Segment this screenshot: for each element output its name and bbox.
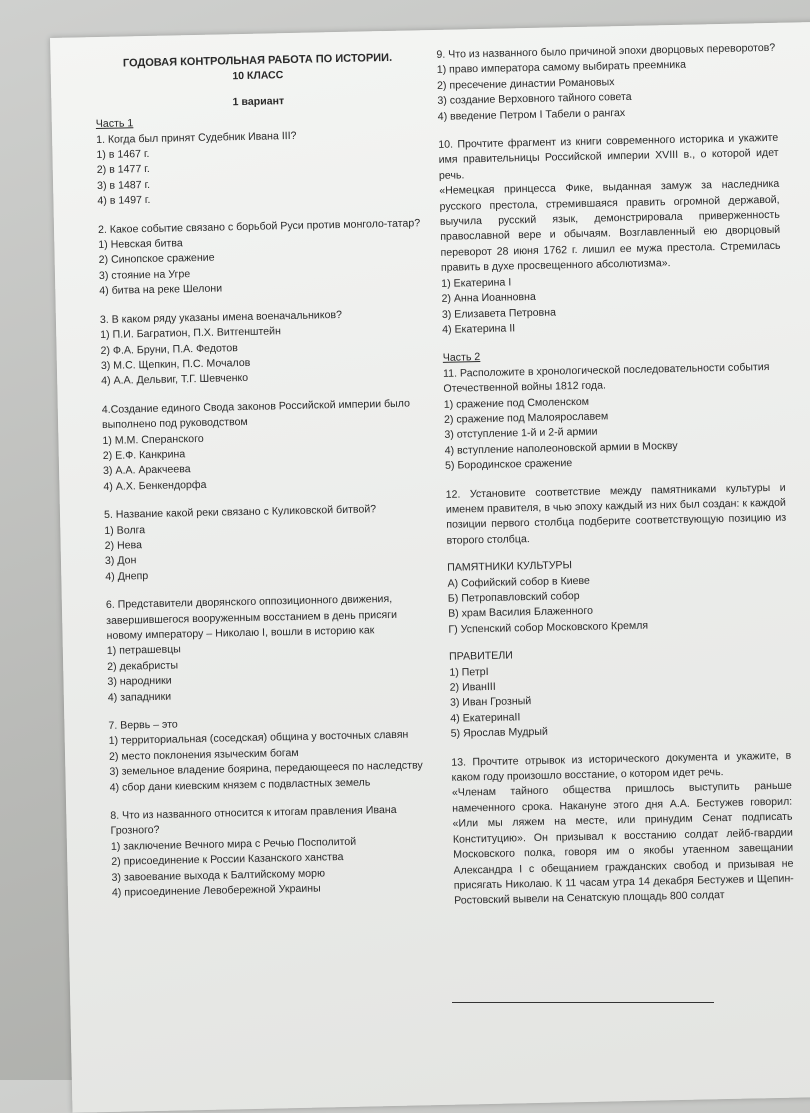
ruler-item: 1) ПетрI: [449, 665, 489, 679]
question-text: 11. Расположите в хронологической последовательности события Отечественной войны 1812 года.: [442, 360, 770, 395]
answer-option: 3) стояние на Угре: [98, 267, 191, 282]
ruler-item: 4) ЕкатеринаII: [450, 711, 521, 725]
exam-variant: 1 вариант: [232, 94, 285, 109]
question-text: 2. Какое событие связано с борьбой Руси против монголо-татар?: [97, 216, 421, 236]
answer-option: 2) присоединение к России Казанского ханства: [111, 851, 344, 869]
answer-option: 2) Ф.А. Бруни, П.А. Федотов: [100, 341, 238, 357]
question-text: 3. В каком ряду указаны имена военачальников?: [99, 308, 343, 326]
monument-item: Г) Успенский собор Московского Кремля: [448, 619, 649, 636]
answer-option: 4) вступление наполеоновской армии в Москву: [444, 439, 678, 457]
question-13: [451, 748, 794, 909]
question-3: [100, 306, 428, 390]
answer-option: 4) Екатерина II: [442, 322, 516, 336]
answer-option: 2) Нева: [104, 539, 143, 552]
question-text: 5. Название какой реки связано с Куликовской битвой?: [103, 503, 377, 522]
answer-option: 3) М.С. Щепкин, П.С. Мочалов: [100, 356, 251, 372]
document-excerpt: «Членам тайного общества пришлось выступить раньше намеченного срока. Накануне этого дня А.А. Бестужев говорил: «Или мы ляжем на месте, или принудим Сенат подписать Конституцию». Он призывал к восстанию солдат лейб-гвардии Московского полка, говоря им о якобы утаенном завещании Александра I с обещанием гражданских свобод и призывая не присягать Николаю. К 11 часам утра 14 декабря Бестужев и Щепин-Ростовский вывели на Сенатскую площадь 800 солдат: [451, 780, 794, 908]
monuments-heading: ПАМЯТНИКИ КУЛЬТУРЫ: [447, 559, 573, 574]
ruler-item: 2) ИванIII: [449, 680, 496, 694]
monument-item: Б) Петропавловский собор: [447, 590, 580, 605]
ruler-item: 5) Ярослав Мудрый: [450, 725, 549, 741]
answer-option: 1) право императора самому выбирать преемника: [436, 59, 687, 77]
monument-item: А) Софийский собор в Киеве: [447, 574, 591, 590]
answer-option: 2) пресечение династии Романовых: [436, 76, 615, 92]
question-text: 4.Создание единого Свода законов Российской империи было выполнено под руководством: [101, 397, 411, 432]
answer-option: 3) создание Верховного тайного совета: [437, 91, 632, 108]
question-4: [102, 396, 430, 495]
answer-option: 3) в 1487 г.: [96, 178, 151, 192]
answer-line: [452, 1002, 714, 1003]
left-question-list: [96, 126, 438, 902]
answer-option: 4) западники: [107, 690, 172, 704]
question-10: [438, 131, 782, 338]
answer-option: 4) сбор дани киевским князем с подвластных земель: [109, 776, 371, 794]
historian-quote: «Немецкая принцесса Фике, выданная замуж за наследника русского престола, стремившаяся править огромной державой, выучила русский язык, демонстрировала приверженность православной вере и обычаям. Возглавленный ею дворцовый переворот 28 июня 1762 г. лишил ее мужа престола. Стремилась править в духе просвещенного абсолютизма».: [439, 178, 781, 275]
answer-option: 1) заключение Вечного мира с Речью Посполитой: [110, 835, 357, 853]
answer-option: 3) народники: [107, 674, 172, 689]
question-text: 13. Прочтите отрывок из исторического документа и укажите, в каком году произошло восстание, о котором идет речь.: [451, 749, 792, 784]
question-text: 9. Что из названного было причиной эпохи дворцовых переворотов?: [436, 41, 776, 61]
answer-option: 4) введение Петром I Табели о рангах: [437, 106, 626, 123]
ruler-item: 3) Иван Грозный: [449, 695, 532, 710]
answer-option: 3) отступление 1-й и 2-й армии: [444, 425, 598, 442]
answer-option: 1) в 1467 г.: [96, 147, 150, 162]
right-column: [436, 41, 794, 923]
answer-option: 1) Невская битва: [98, 237, 183, 252]
question-9: [436, 41, 778, 125]
exam-paper: [50, 21, 810, 1113]
answer-option: 2) Анна Иоанновна: [441, 290, 536, 305]
answer-option: 1) петрашевцы: [106, 643, 181, 658]
question-2: [98, 216, 426, 300]
answer-option: 2) место поклонения языческим богам: [108, 746, 299, 763]
exam-title: ГОДОВАЯ КОНТРОЛЬНАЯ РАБОТА ПО ИСТОРИИ.: [122, 51, 393, 70]
answer-option: 3) Елизавета Петровна: [441, 305, 557, 321]
answer-option: 3) Дон: [104, 554, 137, 568]
question-text: 10. Прочтите фрагмент из книги современного историка и укажите имя правительницы Российской империи XVIII в., о которой идет речь.: [438, 131, 779, 182]
question-8: [110, 802, 438, 901]
question-text: 7. Вервь – это: [108, 718, 178, 732]
rulers-heading: ПРАВИТЕЛИ: [448, 649, 513, 663]
answer-option: 1) П.И. Багратион, П.Х. Витгенштейн: [100, 325, 282, 342]
question-1: [96, 126, 424, 210]
answer-option: 3) земельное владение боярина, передающееся по наследству: [109, 759, 423, 779]
answer-option: 1) М.М. Сперанского: [102, 432, 204, 447]
question-5: [104, 501, 432, 585]
monument-item: В) храм Василия Блаженного: [448, 605, 594, 621]
answer-option: 3) завоевание выхода к Балтийскому морю: [111, 867, 326, 884]
answer-option: 4) присоединение Левобережной Украины: [111, 882, 321, 899]
answer-option: 1) Волга: [104, 523, 146, 537]
answer-option: 4) А.А. Дельвиг, Т.Г. Шевченко: [101, 372, 249, 388]
answer-option: 1) территориальная (соседская) община у восточных славян: [108, 729, 409, 748]
question-text: 1. Когда был принят Судебник Ивана III?: [96, 129, 297, 146]
answer-option: 2) Синопское сражение: [98, 252, 215, 267]
part-1-heading: Часть 1: [95, 117, 134, 131]
answer-option: 4) А.Х. Бенкендорфа: [103, 478, 207, 493]
answer-option: 2) декабристы: [107, 659, 179, 673]
question-12: [445, 480, 790, 742]
question-text: 12. Установите соответствие между памятниками культуры и именем правителя, в чью эпоху каждый из них был создан: к каждой позиции первого столбца подберите соответствующую позицию из второго столбца.: [445, 481, 787, 547]
answer-option: 4) битва на реке Шелони: [99, 282, 223, 298]
question-7: [108, 712, 436, 796]
answer-option: 4) в 1497 г.: [97, 194, 151, 208]
answer-option: 5) Бородинское сражение: [444, 457, 573, 472]
answer-option: 4) Днепр: [105, 569, 149, 583]
answer-option: 3) А.А. Аракчеева: [102, 463, 191, 478]
answer-option: 2) сражение под Малоярославем: [443, 410, 609, 426]
answer-option: 1) сражение под Смоленском: [443, 395, 590, 411]
question-6: [106, 591, 434, 706]
part-2-heading: Часть 2: [442, 351, 481, 365]
left-column: [94, 50, 438, 914]
question-text: 6. Представители дворянского оппозиционного движения, завершившегося вооруженным восстанием в день присяги новому императору – Николаю I, вошли в историю как: [105, 593, 398, 642]
question-11: [443, 359, 785, 474]
answer-option: 2) в 1477 г.: [96, 163, 150, 177]
exam-grade: 10 КЛАСС: [232, 69, 284, 83]
answer-option: 2) Е.Ф. Канкрина: [102, 448, 186, 462]
answer-option: 1) Екатерина I: [441, 276, 512, 290]
question-text: 8. Что из названного относится к итогам правления Ивана Грозного?: [110, 803, 397, 838]
